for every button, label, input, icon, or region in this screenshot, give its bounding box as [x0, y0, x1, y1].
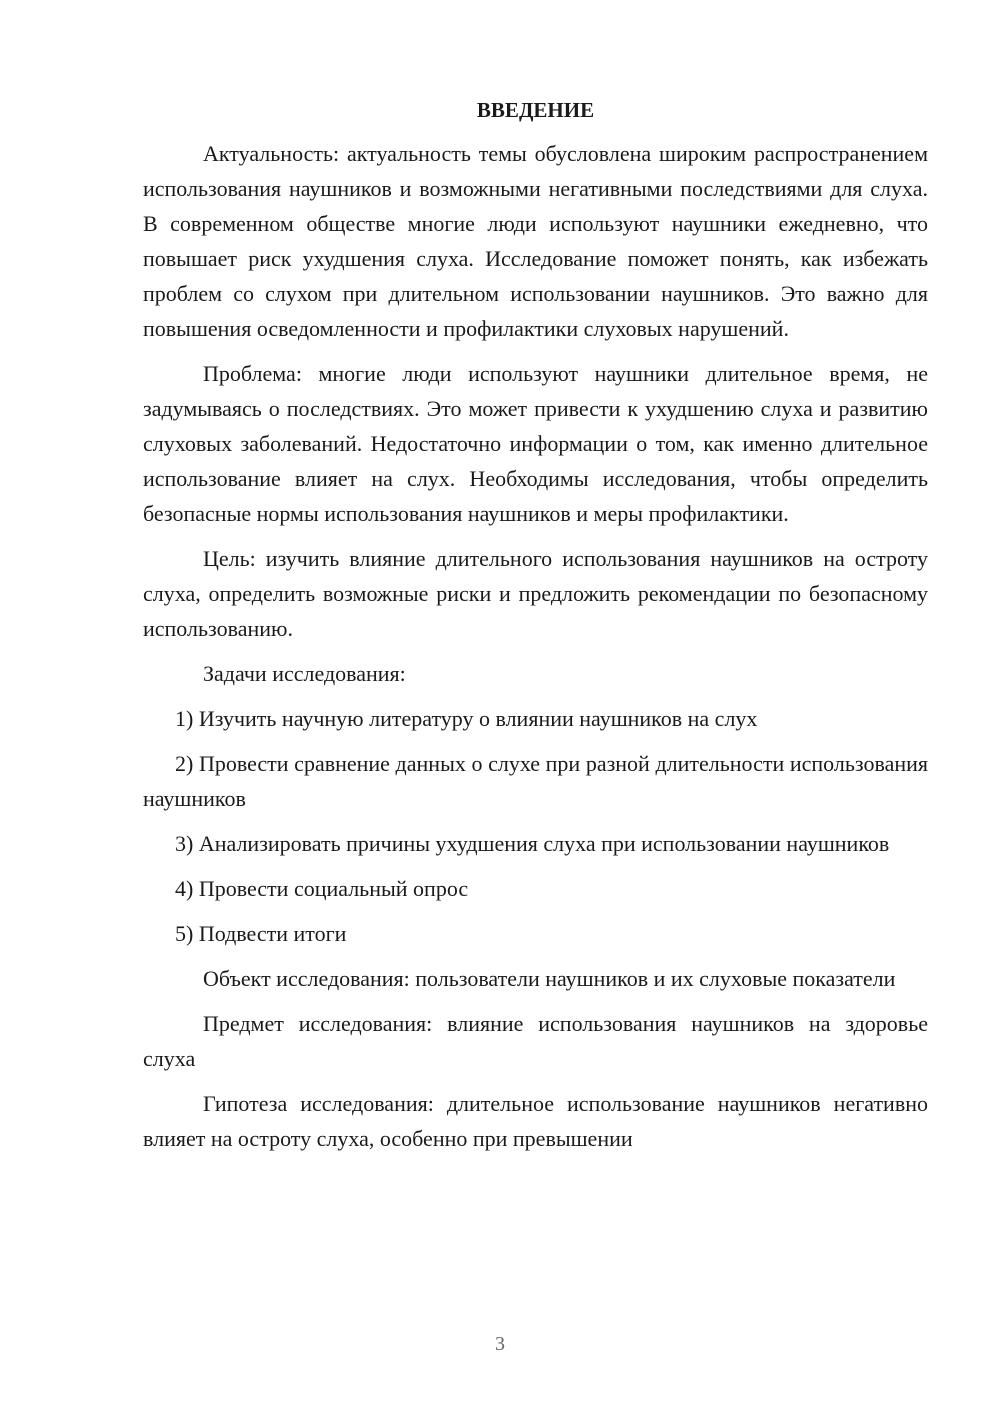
object-paragraph: Объект исследования: пользователи наушников и их слуховые показатели [203, 966, 896, 991]
goal-paragraph: Цель: изучить влияние длительного использования наушников на остроту слуха, определить возможные риски и предложить рекомендации по безопасному использованию. [143, 546, 928, 641]
subject-paragraph: Предмет исследования: влияние использования наушников на здоровье слуха [143, 1011, 928, 1071]
page-number: 3 [495, 1333, 505, 1355]
hypothesis-paragraph: Гипотеза исследования: длительное использование наушников негативно влияет на остроту слуха, особенно при превышении [143, 1091, 928, 1151]
tasks-list [143, 701, 928, 951]
list-item: 4) Провести социальный опрос [175, 876, 469, 901]
document-page [143, 95, 928, 1166]
list-item: 2) Провести сравнение данных о слухе при разной длительности использования наушников [143, 751, 928, 811]
list-item: 3) Анализировать причины ухудшения слуха при использовании наушников [175, 831, 890, 856]
section-title: ВВЕДЕНИЕ [476, 98, 595, 122]
problem-paragraph: Проблема: многие люди используют наушники длительное время, не задумываясь о последствиях. Это может привести к ухудшению слуха и развитию слуховых заболеваний. Недостаточно информации о том, как именно длительное использование влияет на слух. Необходимы исследования, чтобы определить безопасные нормы использования наушников и меры профилактики. [143, 361, 928, 526]
list-item: 1) Изучить научную литературу о влиянии наушников на слух [175, 706, 758, 731]
list-item: 5) Подвести итоги [175, 921, 347, 946]
relevance-paragraph: Актуальность: актуальность темы обусловлена широким распространением использования наушников и возможными негативными последствиями для слуха. В современном обществе многие люди используют наушники ежедневно, что повышает риск ухудшения слуха. Исследование поможет понять, как избежать проблем со слухом при длительном использовании наушников. Это важно для повышения осведомленности и профилактики слуховых нарушений. [143, 141, 928, 341]
tasks-heading: Задачи исследования: [203, 661, 406, 686]
